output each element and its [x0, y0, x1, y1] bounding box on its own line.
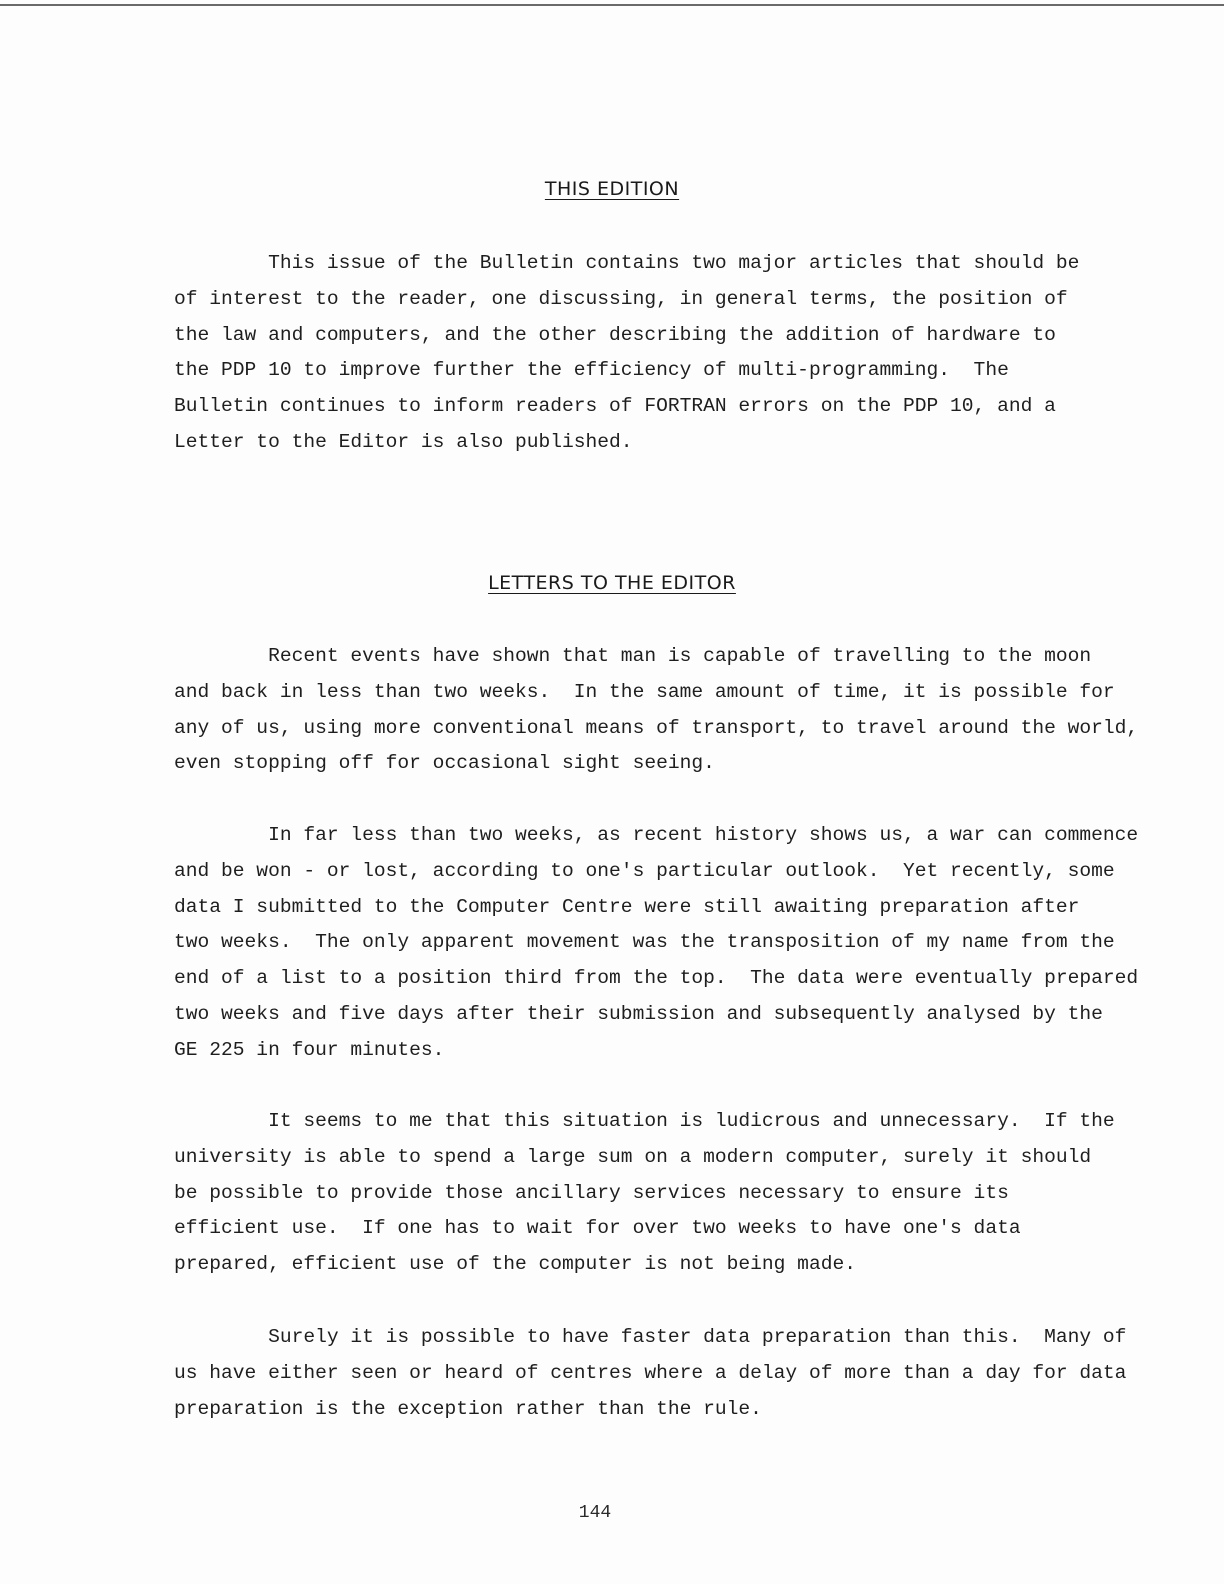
paragraph-letter-4: Surely it is possible to have faster data preparation than this. Many of us have either seen or heard of centres where a delay of more than a day for data preparation is the exception rather than the rule.: [174, 1326, 1127, 1420]
heading-letters-text: LETTERS TO THE EDITOR: [488, 572, 736, 594]
paragraph-letter-1: Recent events have shown that man is capable of travelling to the moon and back in less than two weeks. In the same amount of time, it is possible for any of us, using more conventional means of transport, to travel around the world, even stopping off for occasional sight seeing.: [174, 645, 1139, 775]
paragraph-letter-2: In far less than two weeks, as recent history shows us, a war can commence and be won - or lost, according to one's particular outlook. Yet recently, some data I submitted to the Computer Centre were still awaiting preparation after two weeks. The only apparent movement was the transposition of my name from the end of a list to a position third from the top. The data were eventually prepared two weeks and five days after their submission and subsequently analysed by the GE 225 in four minutes.: [174, 824, 1139, 1061]
heading-this-edition-text: THIS EDITION: [544, 178, 680, 200]
page-number: 144: [578, 1503, 612, 1523]
heading-letters-to-the-editor: [0, 572, 1224, 594]
paragraph-letter-3: It seems to me that this situation is ludicrous and unnecessary. If the university is able to spend a large sum on a modern computer, surely it should be possible to provide those ancillary services necessary to ensure its efficient use. If one has to wait for over two weeks to have one's data prepared, efficient use of the computer is not being made.: [174, 1110, 1115, 1276]
top-rule: [0, 4, 1224, 6]
heading-this-edition: [0, 178, 1224, 200]
paragraph-this-edition: This issue of the Bulletin contains two major articles that should be of interest to the reader, one discussing, in general terms, the position of the law and computers, and the other describing the addition of hardware to the PDP 10 to improve further the efficiency of multi-programming. The Bulletin continues to inform readers of FORTRAN errors on the PDP 10, and a Letter to the Editor is also published.: [174, 252, 1080, 453]
